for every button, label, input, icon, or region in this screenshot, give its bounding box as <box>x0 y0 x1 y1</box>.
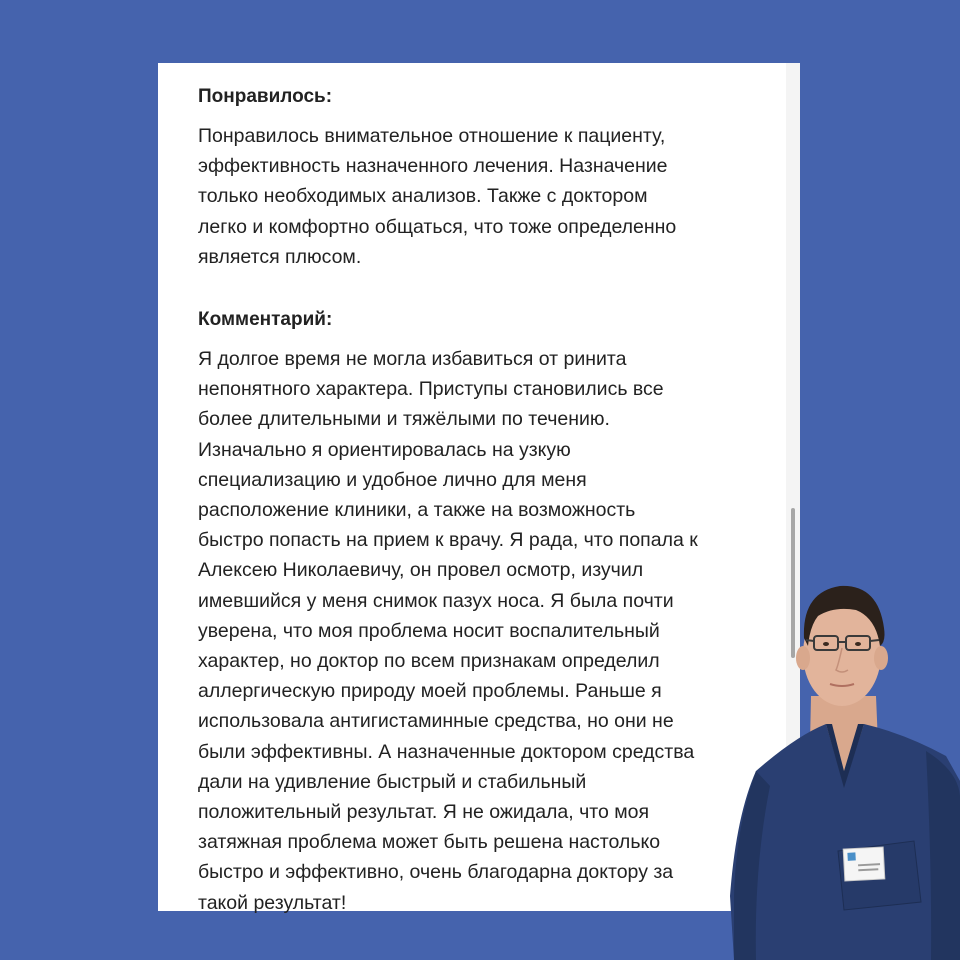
comment-line: быстро попасть на прием к врачу. Я рада, что попала к <box>198 529 698 552</box>
comment-line: Алексею Николаевичу, он провел осмотр, изучил <box>198 559 644 582</box>
comment-line: непонятного характера. Приступы становились все <box>198 378 664 401</box>
liked-line: эффективность назначенного лечения. Назначение <box>198 155 668 178</box>
comment-line: расположение клиники, а также на возможность <box>198 499 636 522</box>
comment-text <box>198 344 758 918</box>
comment-line: использовала антигистаминные средства, но они не <box>198 710 674 733</box>
doctor-photo <box>726 566 960 960</box>
comment-title: Комментарий: <box>198 309 333 331</box>
comment-line: имевшийся у меня снимок пазух носа. Я была почти <box>198 589 674 612</box>
comment-line: затяжная проблема может быть решена настолько <box>198 831 661 854</box>
liked-text <box>198 121 758 272</box>
liked-line: только необходимых анализов. Также с доктором <box>198 185 648 208</box>
comment-line: более длительными и тяжёлыми по течению. <box>198 408 610 431</box>
comment-line: характер, но доктор по всем признакам определил <box>198 650 660 673</box>
comment-line: аллергическую природу моей проблемы. Раньше я <box>198 680 662 703</box>
comment-line: уверена, что моя проблема носит воспалительный <box>198 619 660 642</box>
comment-line: Я долгое время не могла избавиться от ринита <box>198 348 627 371</box>
liked-line: является плюсом. <box>198 245 362 268</box>
review-card <box>158 63 800 914</box>
comment-line: Изначально я ориентировалась на узкую <box>198 438 571 461</box>
comment-line: быстро и эффективно, очень благодарна доктору за <box>198 861 674 884</box>
comment-line: положительный результат. Я не ожидала, что моя <box>198 801 650 824</box>
review-content <box>198 85 758 918</box>
liked-line: Понравилось внимательное отношение к пациенту, <box>198 125 666 147</box>
liked-title: Понравилось: <box>198 86 333 107</box>
comment-line: дали на удивление быстрый и стабильный <box>198 770 587 793</box>
comment-line: были эффективны. А назначенные доктором средства <box>198 740 695 763</box>
section-gap <box>198 272 758 308</box>
comment-line: такой результат! <box>198 891 347 914</box>
comment-line: специализацию и удобное лично для меня <box>198 468 587 491</box>
liked-line: легко и комфортно общаться, что тоже определенно <box>198 215 677 238</box>
